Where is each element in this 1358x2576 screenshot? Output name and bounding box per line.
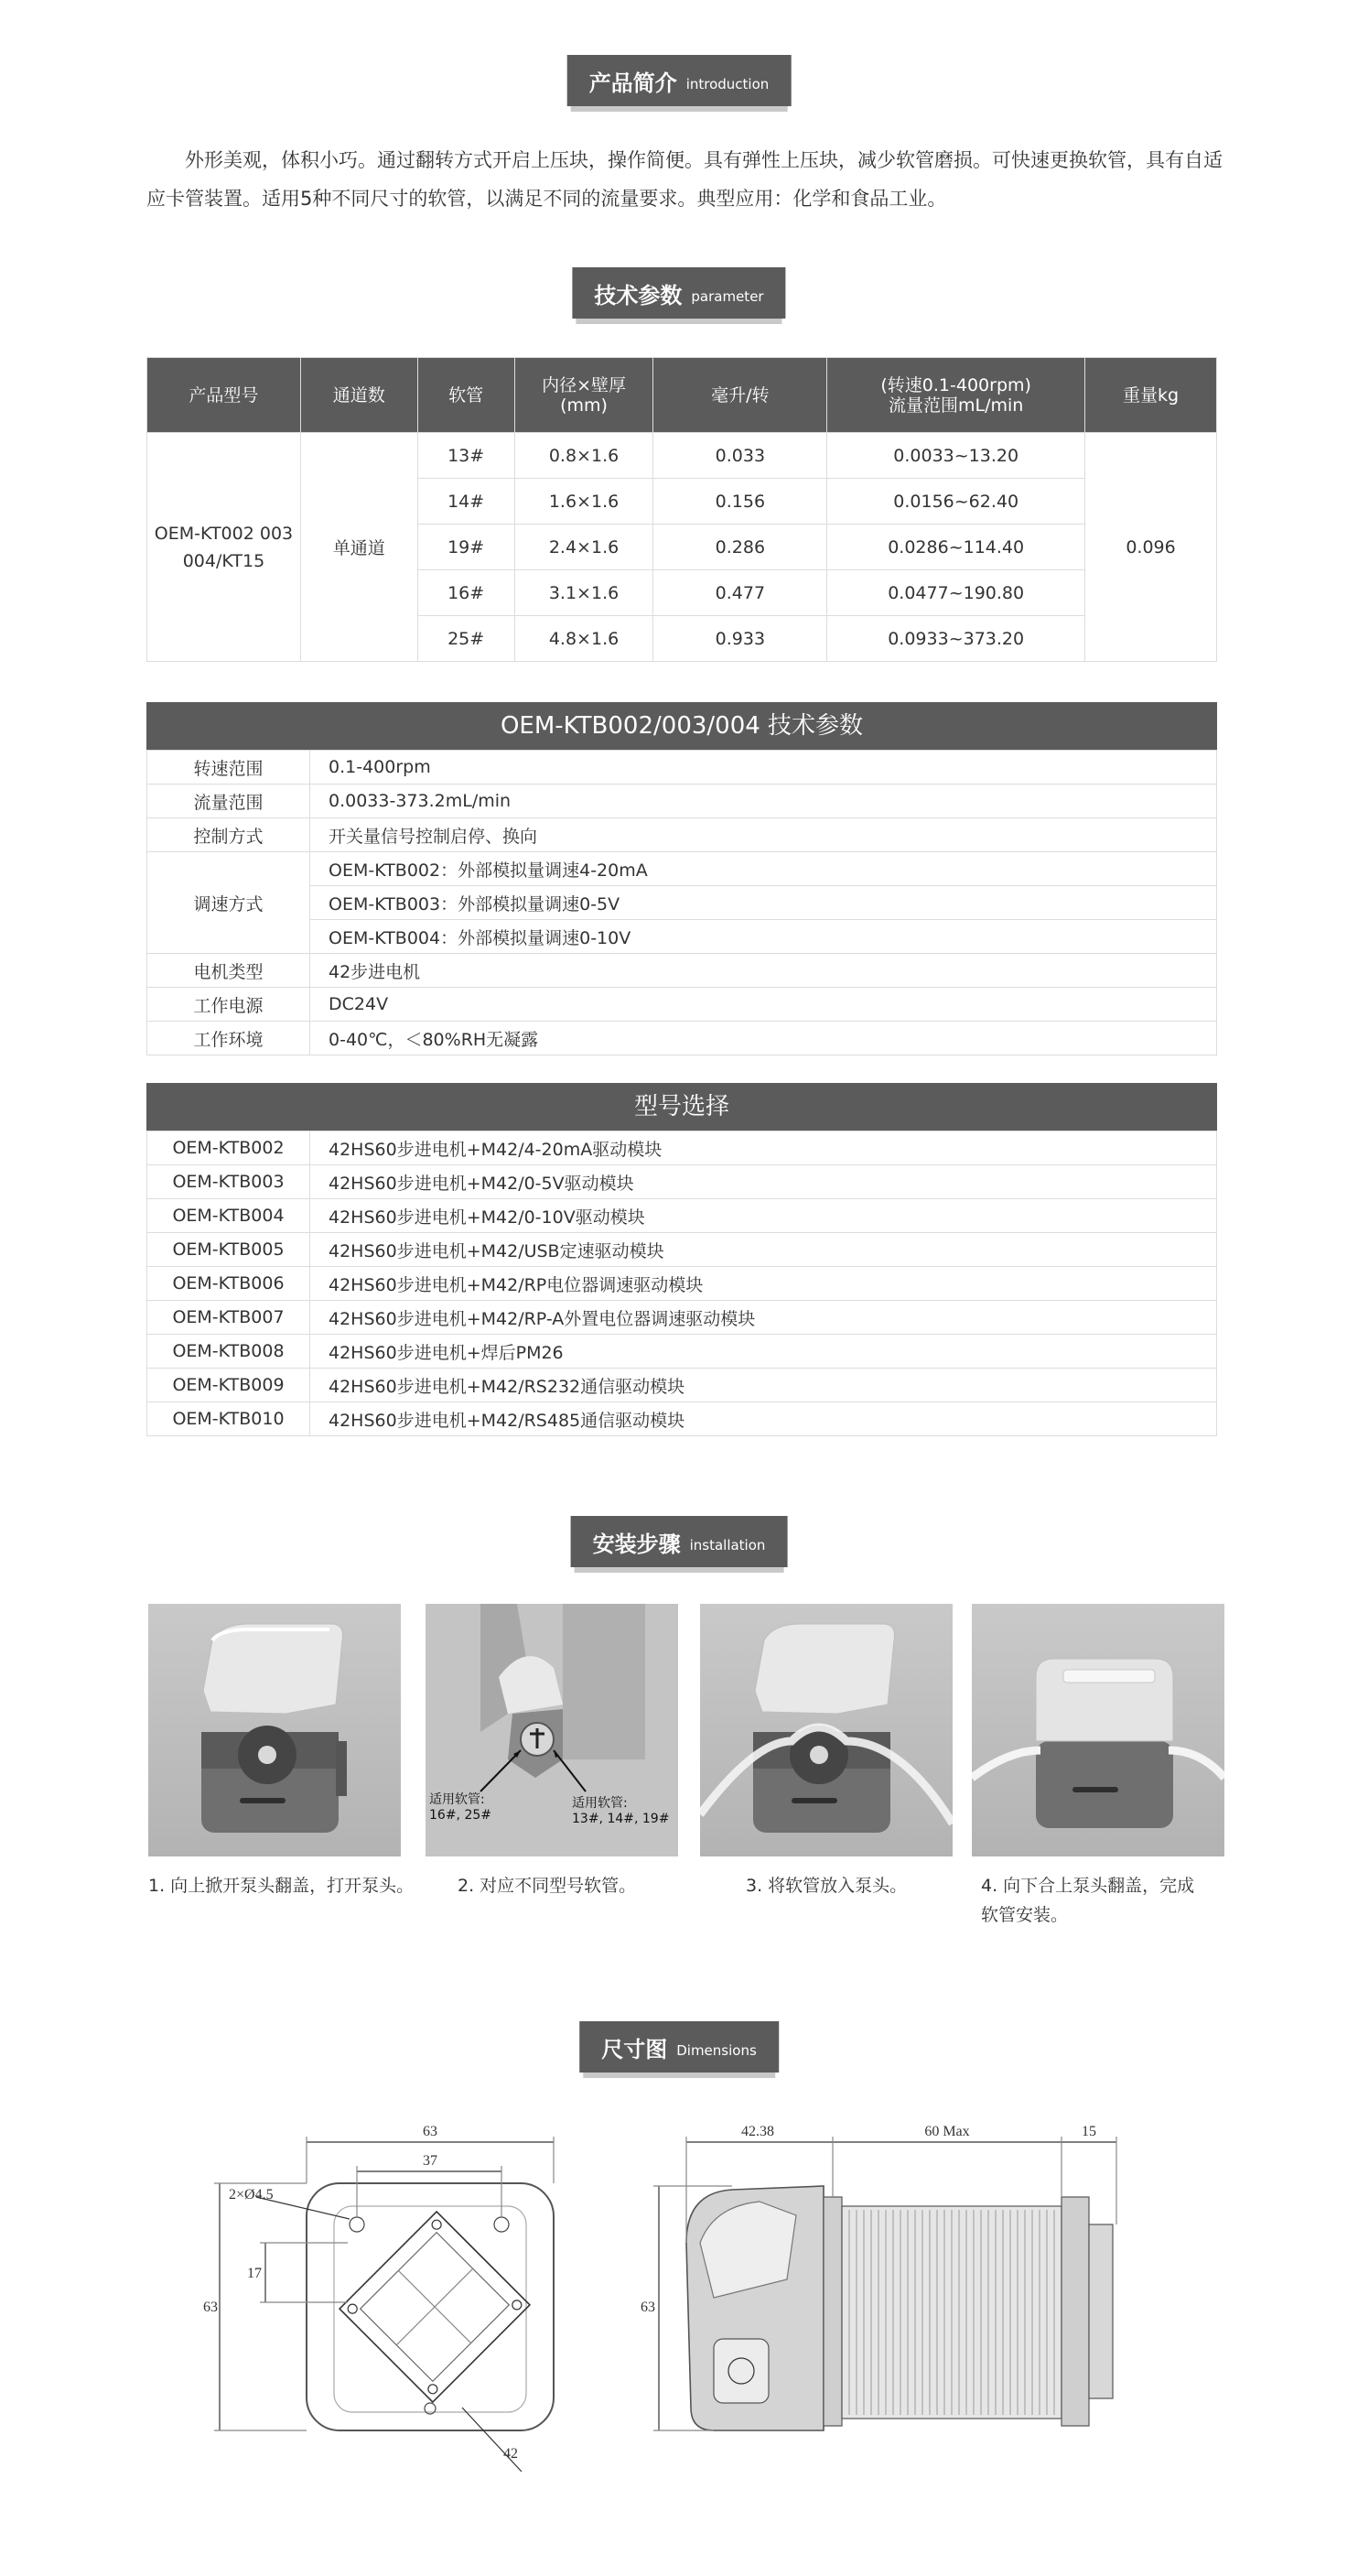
model-desc: 42HS60步进电机+M42/RS485通信驱动模块 bbox=[310, 1402, 1217, 1436]
driver-module bbox=[1089, 2224, 1113, 2398]
spec-value: 0-40℃，＜80%RH无凝露 bbox=[310, 1022, 1217, 1055]
install-photo-insert-tube bbox=[700, 1604, 953, 1856]
model-selection-block bbox=[146, 1083, 1217, 1436]
cell-flow: 0.0156~62.40 bbox=[827, 479, 1085, 525]
dim-42-38: 42.38 bbox=[741, 2124, 774, 2139]
spec-key: 工作电源 bbox=[147, 988, 310, 1022]
install-step-4 bbox=[981, 1871, 1194, 1930]
spec-value: DC24V bbox=[310, 988, 1217, 1022]
header-inner-size-line2: (mm) bbox=[560, 395, 608, 416]
table-row bbox=[147, 818, 1217, 852]
install-photo-tube-selector bbox=[426, 1604, 678, 1856]
section-title-introduction bbox=[567, 55, 792, 106]
cell-tube: 13# bbox=[417, 433, 514, 479]
tube-label-right-sizes: 13#, 14#, 19# bbox=[572, 1812, 670, 1826]
section-title-dimensions bbox=[579, 2021, 779, 2073]
tube-selector-side bbox=[714, 2339, 769, 2403]
section-title-en: installation bbox=[689, 1537, 766, 1553]
cell-tube: 16# bbox=[417, 570, 514, 616]
table-row bbox=[147, 1165, 1217, 1199]
header-channels: 通道数 bbox=[300, 358, 417, 433]
table-row bbox=[147, 954, 1217, 988]
cell-ml: 0.156 bbox=[653, 479, 827, 525]
flange bbox=[824, 2197, 842, 2426]
install-step-3: 3. 将软管放入泵头。 bbox=[746, 1876, 908, 1896]
side-view bbox=[653, 2137, 1116, 2430]
tube-label-right-title: 适用软管: bbox=[572, 1796, 628, 1811]
cell-model: OEM-KT002 003 004/KT15 bbox=[147, 433, 301, 662]
model-desc: 42HS60步进电机+M42/0-5V驱动模块 bbox=[310, 1165, 1217, 1199]
install-step-4-line2: 软管安装。 bbox=[981, 1905, 1069, 1925]
table-header-row bbox=[147, 358, 1217, 433]
header-flow-line1: (转速0.1-400rpm) bbox=[880, 374, 1031, 395]
table-row bbox=[147, 1369, 1217, 1402]
section-title-cn: 安装步骤 bbox=[592, 1531, 681, 1557]
model-code: OEM-KTB003 bbox=[147, 1165, 310, 1199]
cell-flow: 0.0033~13.20 bbox=[827, 433, 1085, 479]
cell-size: 3.1×1.6 bbox=[514, 570, 653, 616]
pump-closed-illustration bbox=[972, 1604, 1224, 1856]
dim-63: 63 bbox=[423, 2124, 437, 2139]
tube-label-left bbox=[429, 1792, 491, 1824]
cell-flow: 0.0933~373.20 bbox=[827, 616, 1085, 662]
tube-label-left-sizes: 16#, 25# bbox=[429, 1808, 491, 1823]
model-desc: 42HS60步进电机+M42/4-20mA驱动模块 bbox=[310, 1131, 1217, 1165]
dim-height-63: 63 bbox=[203, 2300, 218, 2315]
section-title-en: introduction bbox=[685, 76, 770, 92]
header-flow-range bbox=[827, 358, 1085, 433]
install-photo-open-lid bbox=[148, 1604, 401, 1856]
table-row bbox=[147, 1199, 1217, 1233]
spec-value: OEM-KTB003：外部模拟量调速0-5V bbox=[310, 886, 1217, 920]
spec-key: 电机类型 bbox=[147, 954, 310, 988]
cell-channels: 单通道 bbox=[300, 433, 417, 662]
cell-weight: 0.096 bbox=[1085, 433, 1217, 662]
table-row bbox=[147, 751, 1217, 785]
cell-flow: 0.0286~114.40 bbox=[827, 525, 1085, 570]
install-step-2: 2. 对应不同型号软管。 bbox=[458, 1876, 637, 1896]
spec-key: 转速范围 bbox=[147, 751, 310, 785]
section-title-installation bbox=[571, 1516, 788, 1567]
model-code: OEM-KTB010 bbox=[147, 1402, 310, 1436]
pump-open-illustration bbox=[148, 1604, 401, 1856]
model-desc: 42HS60步进电机+M42/USB定速驱动模块 bbox=[310, 1233, 1217, 1267]
cell-size: 2.4×1.6 bbox=[514, 525, 653, 570]
spec-key: 流量范围 bbox=[147, 785, 310, 818]
dim-15: 15 bbox=[1082, 2124, 1096, 2139]
cell-tube: 25# bbox=[417, 616, 514, 662]
spec-table bbox=[146, 750, 1217, 1055]
table-row bbox=[147, 988, 1217, 1022]
section-title-en: Dimensions bbox=[676, 2042, 757, 2059]
model-desc: 42HS60步进电机+焊后PM26 bbox=[310, 1335, 1217, 1369]
tube-label-right bbox=[572, 1796, 669, 1827]
model-code: OEM-KTB006 bbox=[147, 1267, 310, 1301]
pump-tube-illustration bbox=[700, 1604, 953, 1856]
header-model: 产品型号 bbox=[147, 358, 301, 433]
table-row bbox=[147, 1402, 1217, 1436]
dimension-drawing bbox=[201, 2105, 1190, 2472]
spec-value: 42步进电机 bbox=[310, 954, 1217, 988]
spec-title-band: OEM-KTB002/003/004 技术参数 bbox=[146, 702, 1217, 750]
model-code: OEM-KTB004 bbox=[147, 1199, 310, 1233]
table-row bbox=[147, 1267, 1217, 1301]
model-desc: 42HS60步进电机+M42/RP-A外置电位器调速驱动模块 bbox=[310, 1301, 1217, 1335]
model-code: OEM-KTB002 bbox=[147, 1131, 310, 1165]
table-row bbox=[147, 852, 1217, 886]
mount-hole-right bbox=[494, 2217, 509, 2232]
cell-ml: 0.933 bbox=[653, 616, 827, 662]
cell-ml: 0.033 bbox=[653, 433, 827, 479]
table-row bbox=[147, 1131, 1217, 1165]
spec-value: 开关量信号控制启停、换向 bbox=[310, 818, 1217, 852]
spec-value: OEM-KTB004：外部模拟量调速0-10V bbox=[310, 920, 1217, 954]
spec-value: OEM-KTB002：外部模拟量调速4-20mA bbox=[310, 852, 1217, 886]
install-step-4-line1: 4. 向下合上泵头翻盖，完成 bbox=[981, 1876, 1195, 1896]
spec-key: 工作环境 bbox=[147, 1022, 310, 1055]
dim-37: 37 bbox=[423, 2153, 437, 2169]
spec-value: 0.1-400rpm bbox=[310, 751, 1217, 785]
table-row bbox=[147, 1233, 1217, 1267]
spec-key: 调速方式 bbox=[147, 852, 310, 954]
parameter-table bbox=[146, 357, 1217, 662]
table-row bbox=[147, 433, 1217, 479]
cell-flow: 0.0477~190.80 bbox=[827, 570, 1085, 616]
dim-holes: 2×Ø4.5 bbox=[229, 2187, 274, 2203]
header-inner-size-line1: 内径×壁厚 bbox=[542, 374, 626, 395]
driver-board bbox=[340, 2212, 530, 2402]
model-desc: 42HS60步进电机+M42/RP电位器调速驱动模块 bbox=[310, 1267, 1217, 1301]
cell-tube: 19# bbox=[417, 525, 514, 570]
table-row bbox=[147, 1335, 1217, 1369]
dim-60-max: 60 Max bbox=[924, 2124, 970, 2139]
section-title-cn: 尺寸图 bbox=[601, 2036, 668, 2062]
cell-size: 1.6×1.6 bbox=[514, 479, 653, 525]
table-row bbox=[147, 785, 1217, 818]
section-title-cn: 技术参数 bbox=[594, 282, 683, 308]
front-inner bbox=[334, 2206, 526, 2412]
model-code: OEM-KTB008 bbox=[147, 1335, 310, 1369]
header-tube: 软管 bbox=[417, 358, 514, 433]
header-inner-size bbox=[514, 358, 653, 433]
mount-hole-left bbox=[350, 2217, 364, 2232]
install-step-1: 1. 向上掀开泵头翻盖，打开泵头。 bbox=[148, 1876, 415, 1896]
model-code: OEM-KTB009 bbox=[147, 1369, 310, 1402]
section-title-parameter bbox=[572, 267, 785, 319]
cell-size: 0.8×1.6 bbox=[514, 433, 653, 479]
spec-block bbox=[146, 702, 1217, 1055]
spec-key: 控制方式 bbox=[147, 818, 310, 852]
model-code: OEM-KTB005 bbox=[147, 1233, 310, 1267]
model-table bbox=[146, 1131, 1217, 1436]
header-weight: 重量kg bbox=[1085, 358, 1217, 433]
spec-value: 0.0033-373.2mL/min bbox=[310, 785, 1217, 818]
section-title-en: parameter bbox=[691, 288, 764, 305]
cell-tube: 14# bbox=[417, 479, 514, 525]
intro-paragraph: 外形美观，体积小巧。通过翻转方式开启上压块，操作简便。具有弹性上压块，减少软管磨损。可快速更换软管，具有自适应卡管装置。适用5种不同尺寸的软管，以满足不同的流量要求。典型应用：化学和食品工业。 bbox=[146, 149, 1223, 210]
model-code: OEM-KTB007 bbox=[147, 1301, 310, 1335]
dim-line-42 bbox=[462, 2408, 522, 2472]
model-desc: 42HS60步进电机+M42/RS232通信驱动模块 bbox=[310, 1369, 1217, 1402]
table-row bbox=[147, 1301, 1217, 1335]
header-ml-per-rev: 毫升/转 bbox=[653, 358, 827, 433]
motor-endcap bbox=[1062, 2197, 1089, 2426]
cell-size: 4.8×1.6 bbox=[514, 616, 653, 662]
header-flow-line2: 流量范围mL/min bbox=[889, 395, 1024, 416]
cell-ml: 0.286 bbox=[653, 525, 827, 570]
model-desc: 42HS60步进电机+M42/0-10V驱动模块 bbox=[310, 1199, 1217, 1233]
tube-label-left-title: 适用软管: bbox=[429, 1792, 485, 1807]
table-row bbox=[147, 1022, 1217, 1055]
section-title-cn: 产品简介 bbox=[588, 70, 677, 96]
cell-ml: 0.477 bbox=[653, 570, 827, 616]
dim-17: 17 bbox=[247, 2266, 262, 2281]
dim-side-63: 63 bbox=[641, 2300, 655, 2315]
install-photo-closed-lid bbox=[972, 1604, 1224, 1856]
model-title-band: 型号选择 bbox=[146, 1083, 1217, 1131]
dim-42: 42 bbox=[503, 2446, 518, 2462]
